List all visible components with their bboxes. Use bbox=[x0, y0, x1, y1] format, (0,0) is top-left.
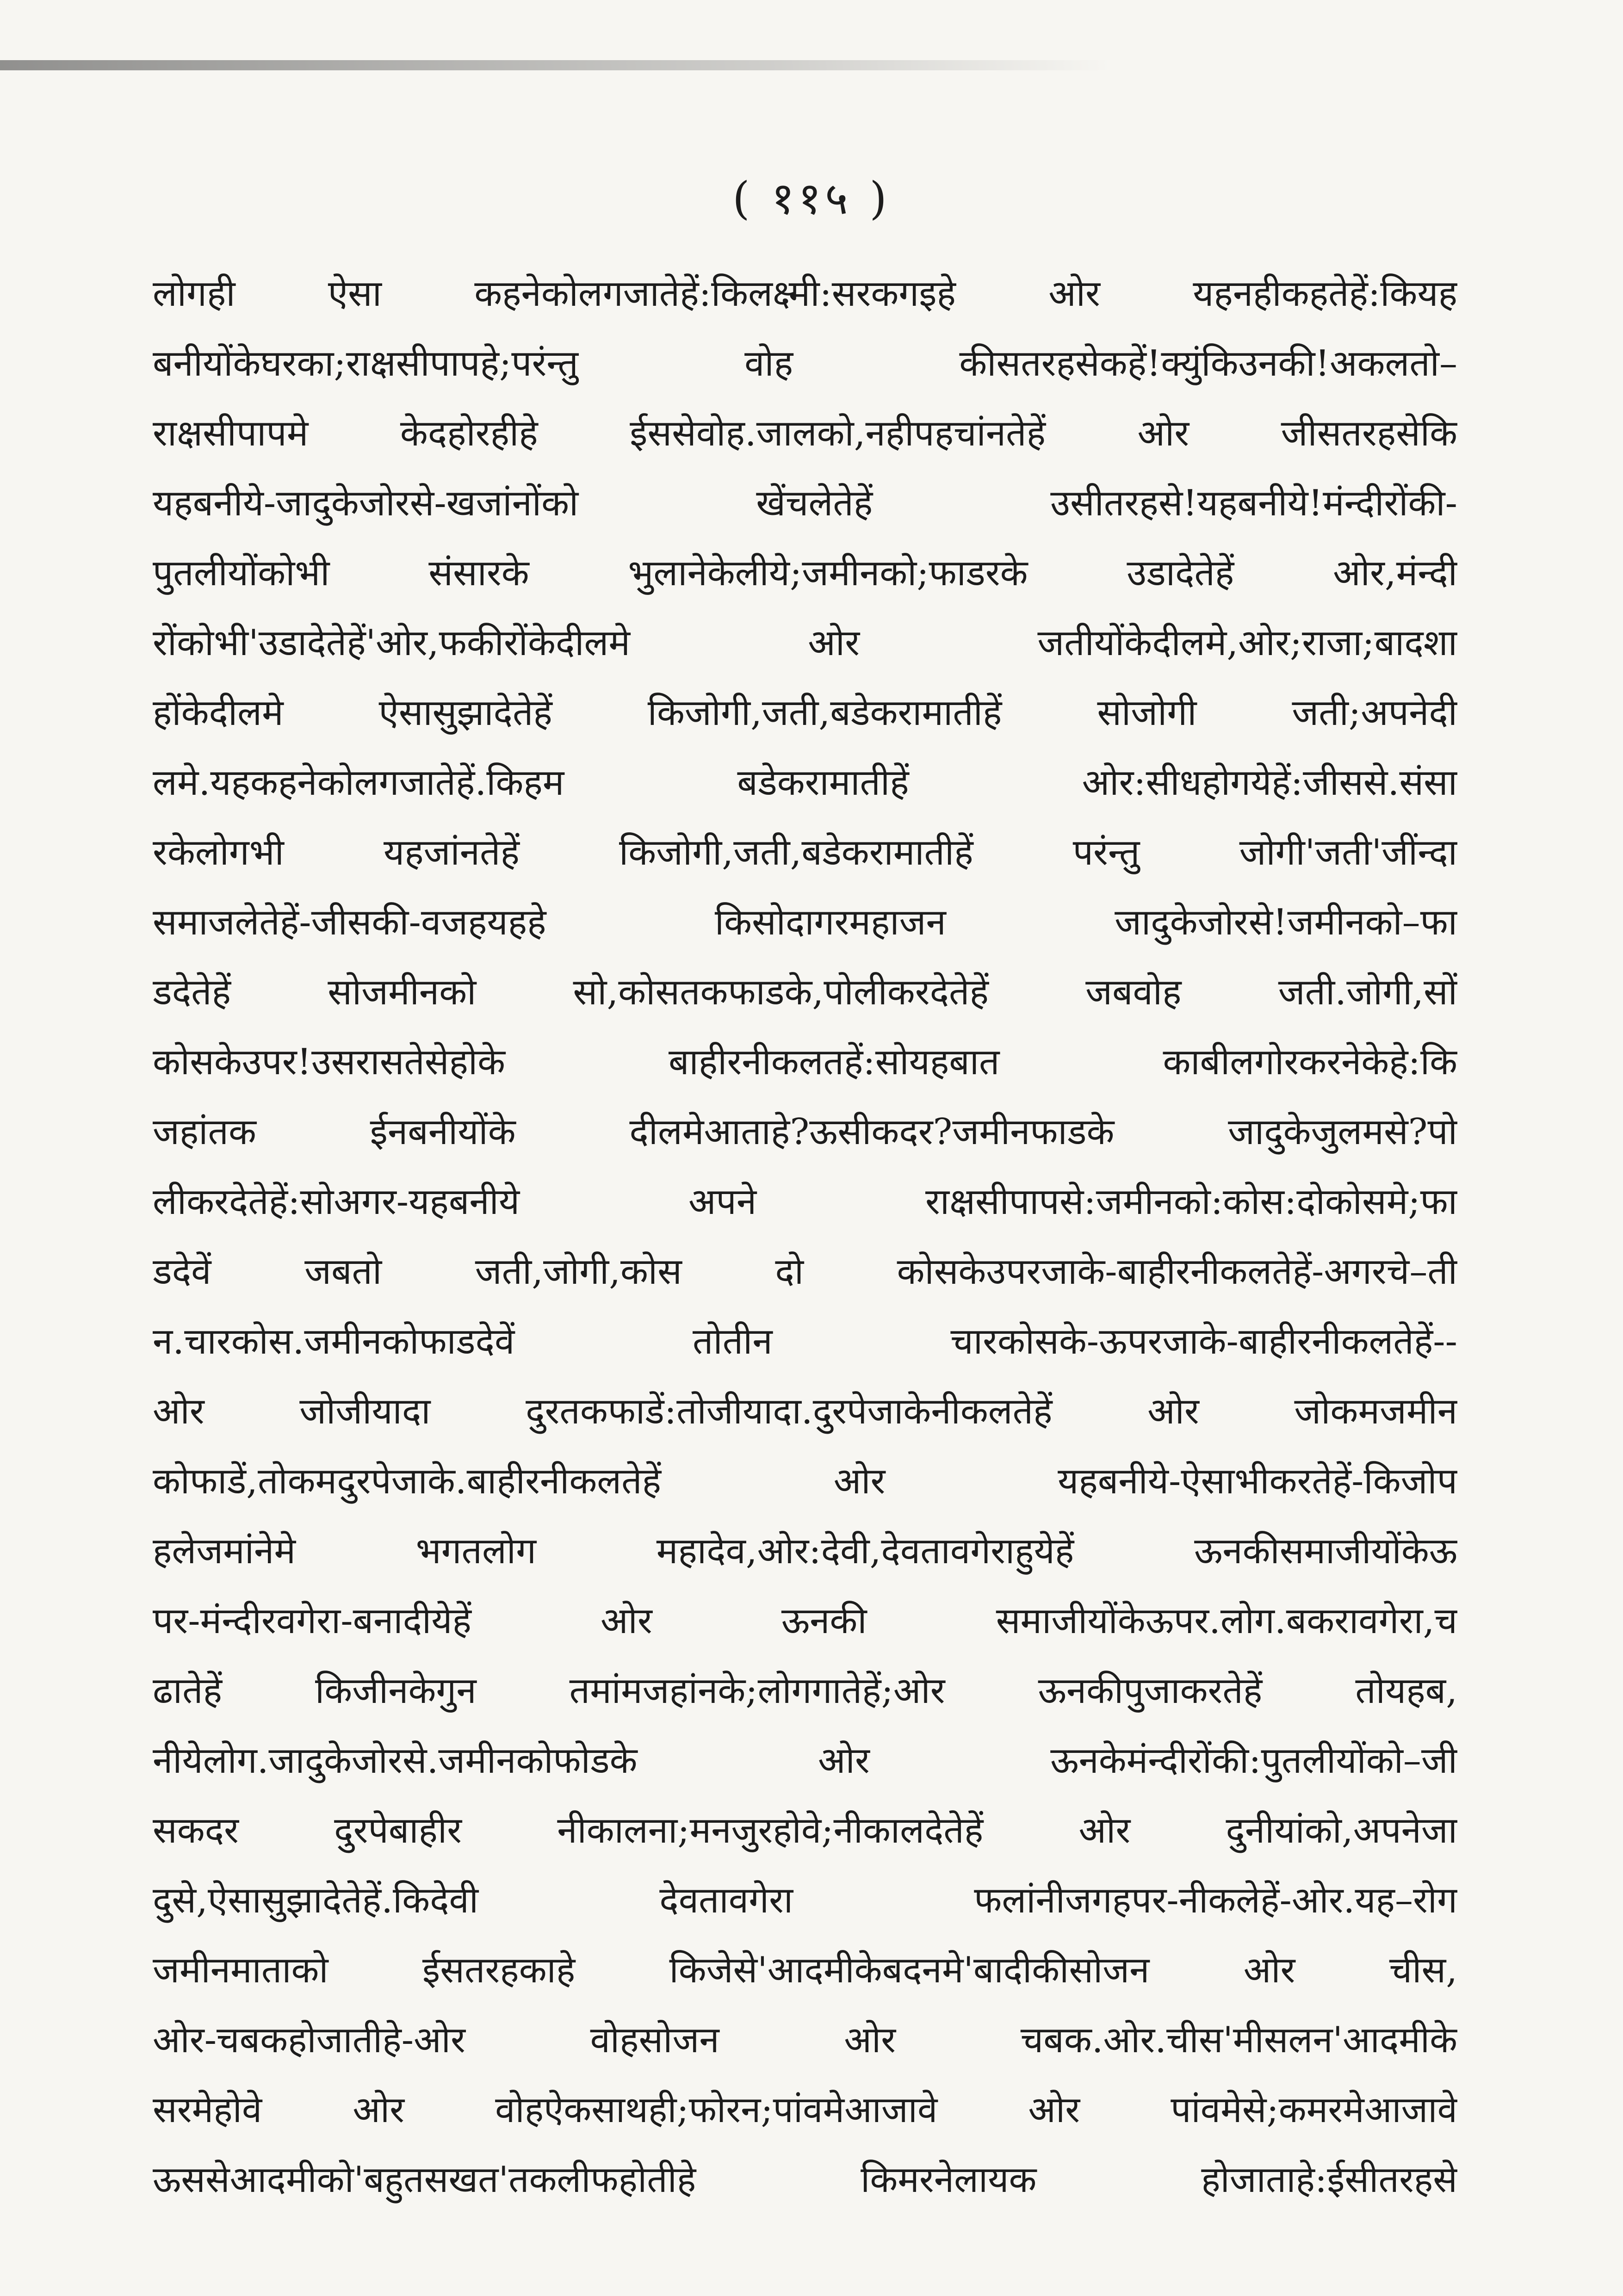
text-line: लोगही ऐसा कहनेकोलगजातेहें:किलक्ष्मी:सरकगइहे ओर यहनहीकहतेहें:कियह bbox=[153, 273, 1457, 315]
top-scan-rule bbox=[0, 60, 1110, 70]
text-line: सकदर दुरपेबाहीर नीकालना;मनजुरहोवे;नीकालदेतेहें ओर दुनीयांको,अपनेजा bbox=[153, 1810, 1457, 1851]
text-line: डदेतेहें सोजमीनको सो,कोसतकफाडके,पोलीकरदेतेहें जबवोह जती.जोगी,सों bbox=[153, 972, 1457, 1013]
text-line: कोसकेउपर!उसरासतेसेहोके बाहीरनीकलतहें:सोयहबात काबीलगोरकरनेकेहे:कि bbox=[153, 1041, 1457, 1083]
page-number: ( ११५ ) bbox=[732, 173, 891, 224]
body-text bbox=[153, 259, 1457, 2215]
text-line: हलेजमांनेमे भगतलोग महादेव,ओर:देवी,देवतावगेराहुयेहें ऊनकीसमाजीयोंकेऊ bbox=[153, 1530, 1457, 1572]
text-line: जमीनमाताको ईसतरहकाहे किजेसे'आदमीकेबदनमे'बादीकीसोजन ओर चीस, bbox=[153, 1949, 1457, 1991]
text-line: बनीयोंकेघरका;राक्षसीपापहे;परंन्तु वोह कीसतरहसेकहें!क्युंकिउनकी!अकलतो– bbox=[153, 343, 1457, 384]
text-line: कोफाडें,तोकमदुरपेजाके.बाहीरनीकलतेहें ओर यहबनीये-ऐसाभीकरतेहें-किजोप bbox=[153, 1461, 1457, 1502]
text-line: ढातेहें किजीनकेगुन तमांमजहांनके;लोगगातेहें;ओर ऊनकीपुजाकरतेहें तोयहब, bbox=[153, 1670, 1457, 1712]
text-line: सरमेहोवे ओर वोहऐकसाथही;फोरन;पांवमेआजावे ओर पांवमेसे;कमरमेआजावे bbox=[153, 2089, 1457, 2131]
text-line: ऊससेआदमीको'बहुतसखत'तकलीफहोतीहे किमरनेलायक होजाताहे:ईसीतरहसे bbox=[153, 2159, 1457, 2201]
text-line: लीकरदेतेहें:सोअगर-यहबनीये अपने राक्षसीपापसे:जमीनको:कोस:दोकोसमे;फा bbox=[153, 1181, 1457, 1223]
text-line: रोंकोभी'उडादेतेहें'ओर,फकीरोंकेदीलमे ओर जतीयोंकेदीलमे,ओर;राजा;बादशा bbox=[153, 622, 1457, 664]
text-line: समाजलेतेहें-जीसकी-वजहयहहे किसोदागरमहाजन जादुकेजोरसे!जमीनको–फा bbox=[153, 902, 1457, 943]
text-line: नीयेलोग.जादुकेजोरसे.जमीनकोफोडके ओर ऊनकेमंन्दीरोंकी:पुतलीयोंको–जी bbox=[153, 1740, 1457, 1782]
text-line: ओर-चबकहोजातीहे-ओर वोहसोजन ओर चबक.ओर.चीस'मीसलन'आदमीके bbox=[153, 2019, 1457, 2061]
text-line: पर-मंन्दीरवगेरा-बनादीयेहें ओर ऊनकी समाजीयोंकेऊपर.लोग.बकरावगेरा,च bbox=[153, 1600, 1457, 1642]
text-line: ओर जोजीयादा दुरतकफाडें:तोजीयादा.दुरपेजाकेनीकलतेहें ओर जोकमजमीन bbox=[153, 1391, 1457, 1432]
text-line: पुतलीयोंकोभी संसारके भुलानेकेलीये;जमीनको;फाडरके उडादेतेहें ओर,मंन्दी bbox=[153, 552, 1457, 594]
text-line: जहांतक ईनबनीयोंके दीलमेआताहे?ऊसीकदर?जमीनफाडके जादुकेजुलमसे?पो bbox=[153, 1111, 1457, 1153]
text-line: डदेवें जबतो जती,जोगी,कोस दो कोसकेउपरजाके-बाहीरनीकलतेहें-अगरचे–ती bbox=[153, 1251, 1457, 1293]
text-line: यहबनीये-जादुकेजोरसे-खजांनोंको खेंचलेतेहें उसीतरहसे!यहबनीये!मंन्दीरोंकी- bbox=[153, 483, 1457, 524]
text-line: होंकेदीलमे ऐसासुझादेतेहें किजोगी,जती,बडेकरामातीहें सोजोगी जती;अपनेदी bbox=[153, 692, 1457, 734]
text-line: लमे.यहकहनेकोलगजातेहें.किहम बडेकरामातीहें ओर:सीधहोगयेहें:जीससे.संसा bbox=[153, 762, 1457, 804]
text-line: राक्षसीपापमे केदहोरहीहे ईससेवोह.जालको,नहीपहचांनतेहें ओर जीसतरहसेकि bbox=[153, 413, 1457, 454]
text-line: न.चारकोस.जमीनकोफाडदेवें तोतीन चारकोसके-ऊपरजाके-बाहीरनीकलतेहें-- bbox=[153, 1321, 1457, 1362]
text-line: दुसे,ऐसासुझादेतेहें.किदेवी देवतावगेरा फलांनीजगहपर-नीकलेहें-ओर.यह–रोग bbox=[153, 1880, 1457, 1921]
text-line: रकेलोगभी यहजांनतेहें किजोगी,जती,बडेकरामातीहें परंन्तु जोगी'जती'जींन्दा bbox=[153, 832, 1457, 873]
